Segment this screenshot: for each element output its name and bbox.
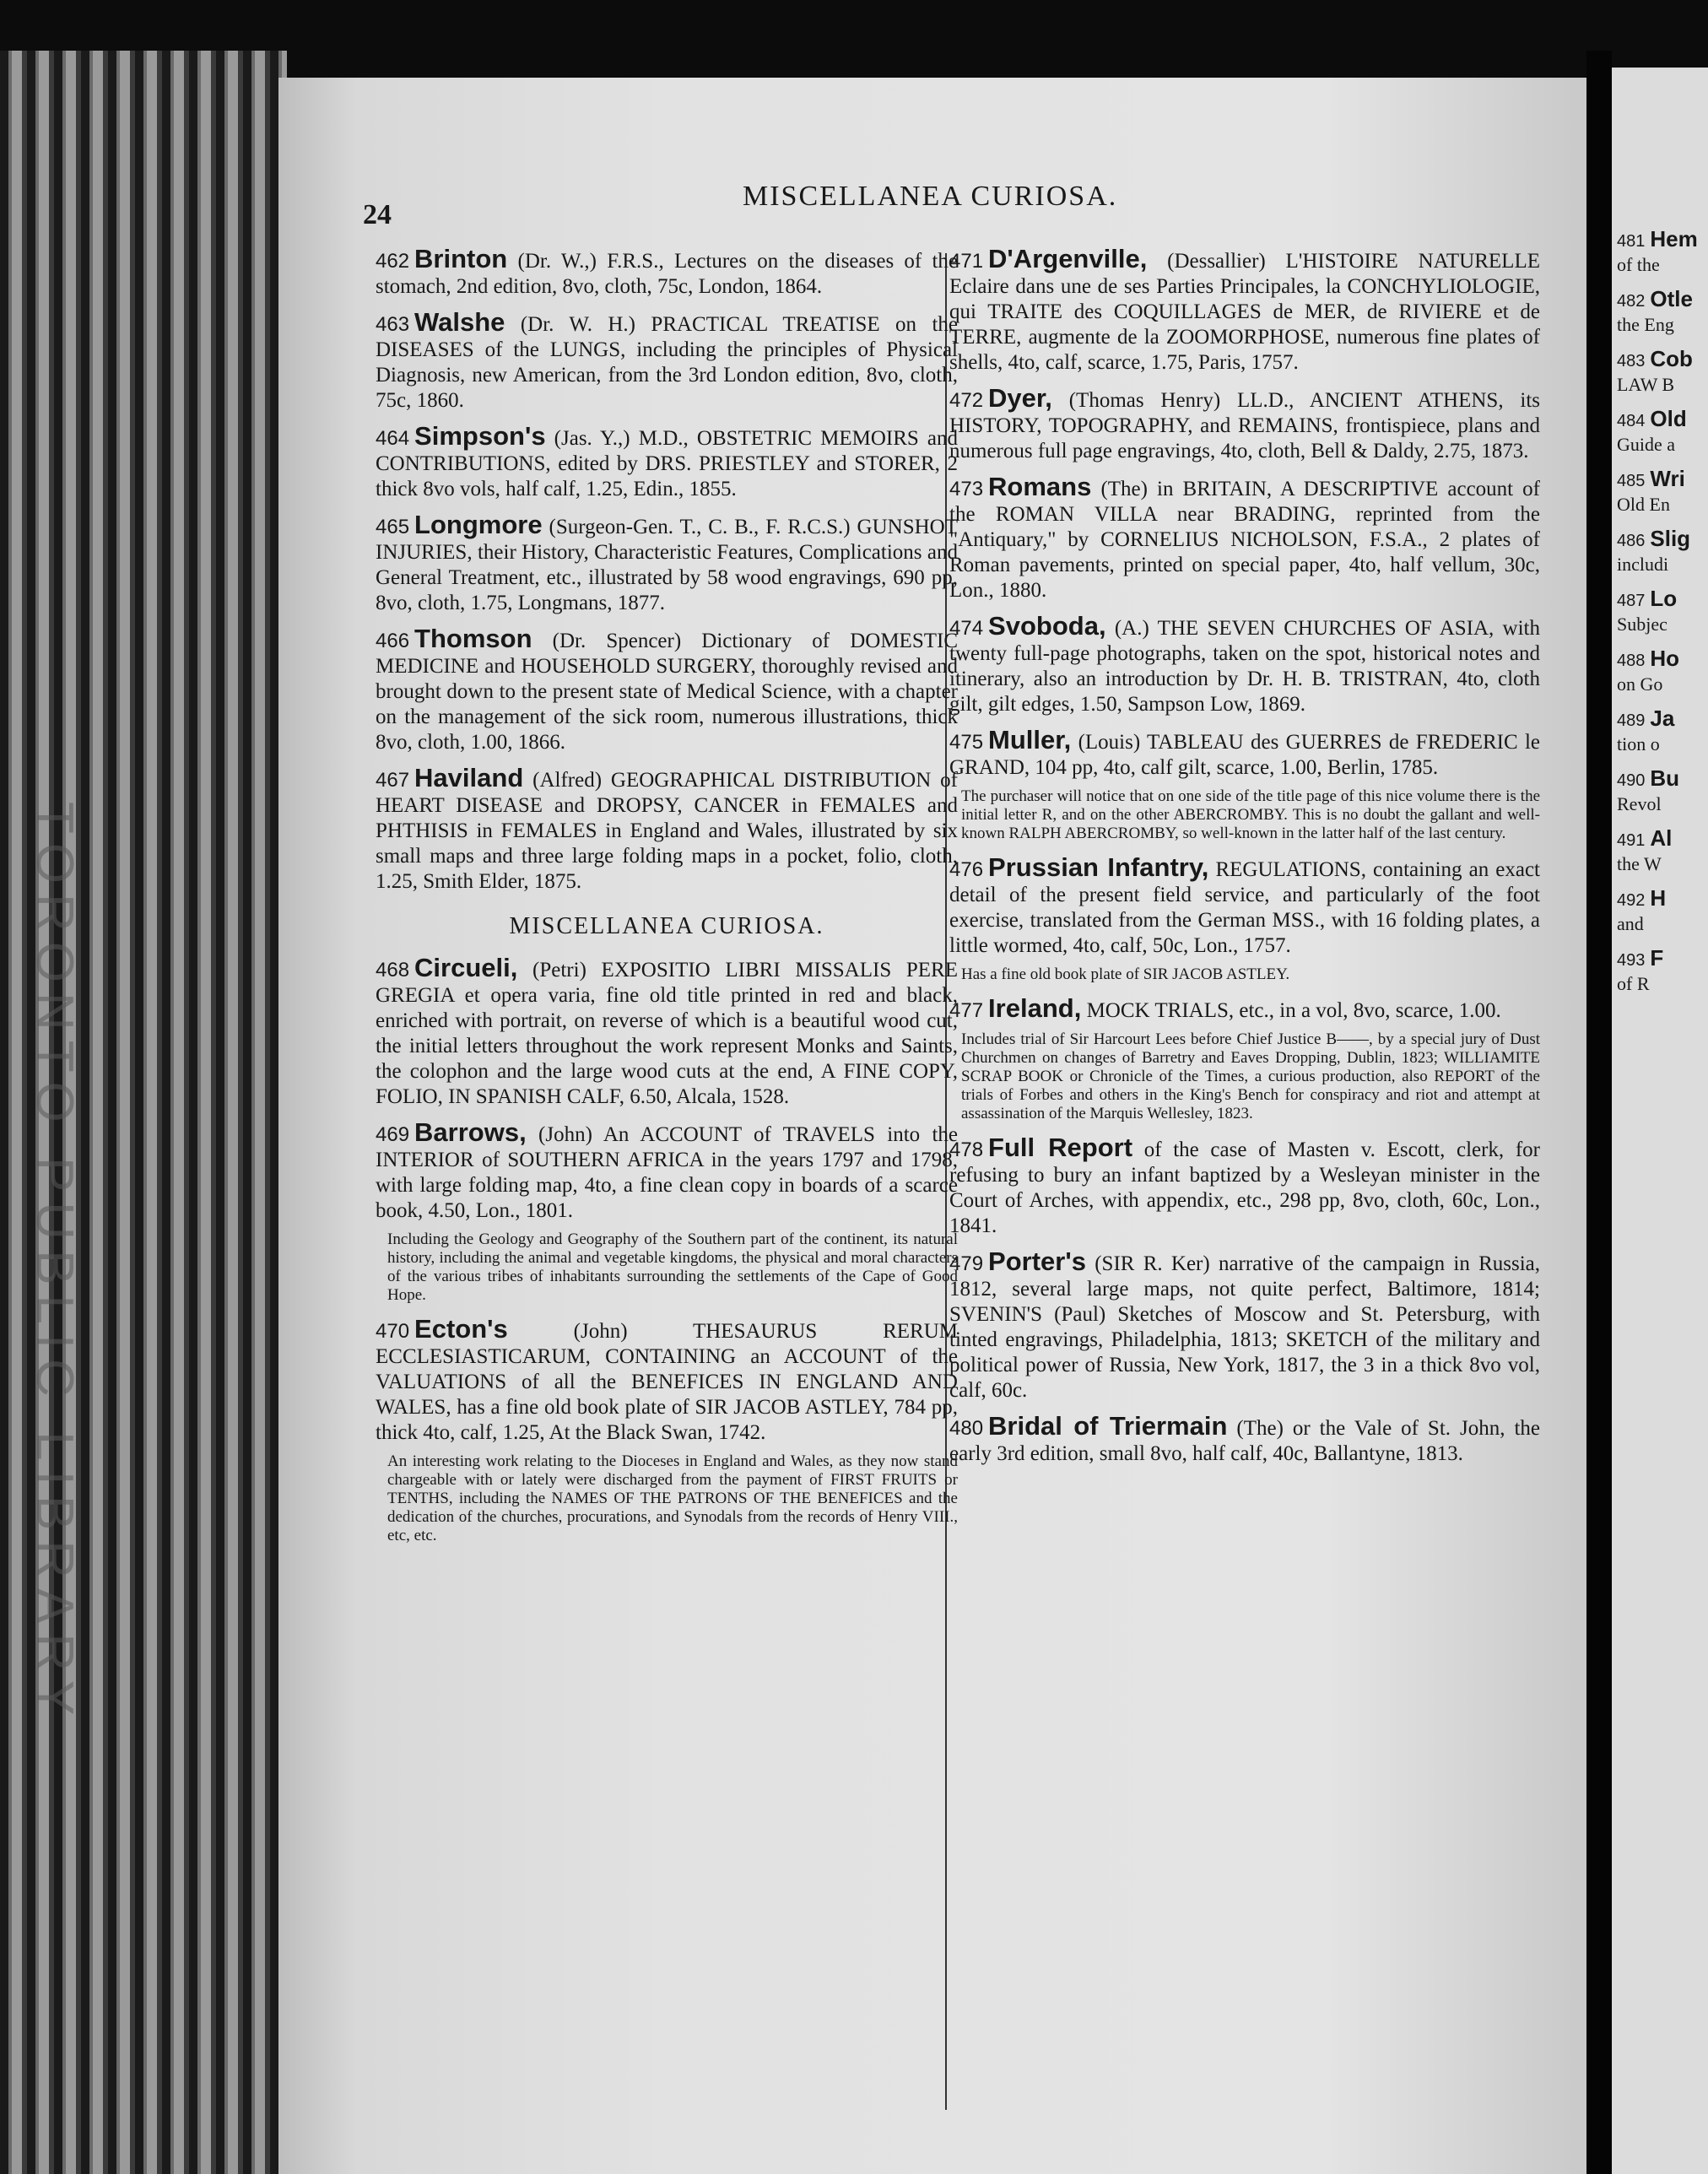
entry-number: 468 <box>376 959 410 982</box>
entry-description: of R <box>1617 973 1650 994</box>
entry-description: the W <box>1617 853 1662 874</box>
facing-entry <box>1612 827 1708 875</box>
right-column <box>949 246 1540 1477</box>
entry-description: (The) or the Vale of St. John, the early 3rd edition, small 8vo, half calf, 40c, Ballantyne, 1813. <box>949 1417 1541 1465</box>
entry-number: 467 <box>376 769 410 792</box>
catalog-entry <box>949 474 1540 603</box>
catalog-entry <box>376 765 958 895</box>
entry-description: LAW B <box>1617 374 1675 395</box>
entry-number: 490 <box>1617 771 1646 790</box>
entry-number: 481 <box>1617 232 1646 251</box>
entry-number: 465 <box>376 516 410 538</box>
entry-number: 479 <box>949 1252 984 1275</box>
entry-description: (John) THESAURUS RERUM ECCLESIASTICARUM, CONTAINING an ACCOUNT of the VALUATIONS of all the BENEFICES IN ENGLAND AND WALES, has a fine old book plate of SIR JACOB ASTLEY, 784 pp, thick 4to, calf, 1.25, At the Black Swan, 1742. <box>376 1320 959 1444</box>
entry-description: MOCK TRIALS, etc., in a vol, 8vo, scarce, 1.00. <box>1086 999 1501 1022</box>
entry-number: 475 <box>949 731 984 754</box>
facing-entry <box>1612 887 1708 935</box>
entry-title: Barrows, <box>414 1117 527 1147</box>
entry-title: Romans <box>988 472 1092 501</box>
entry-title: Simpson's <box>414 421 546 451</box>
entry-number: 474 <box>949 617 984 640</box>
entry-number: 491 <box>1617 831 1646 850</box>
entry-number: 482 <box>1617 292 1646 311</box>
entry-description: (Louis) TABLEAU des GUERRES de FREDERIC le GRAND, 104 pp, 4to, calf gilt, scarce, 1.00, Berlin, 1785. <box>949 731 1541 779</box>
section-heading: MISCELLANEA CURIOSA. <box>509 913 824 939</box>
catalog-entry <box>949 993 1540 1024</box>
entry-description: (SIR R. Ker) narrative of the campaign in Russia, 1812, several large maps, not quite perfect, Baltimore, 1814; SVENIN'S (Paul) Sketches of Moscow and St. Petersburg, with tinted engravings, Philadelphia, 1813; SKETCH of the military and political power of Russia, New York, 1817, the 3 in a thick 8vo vol, calf, 60c. <box>949 1252 1541 1402</box>
left-entries-continued <box>376 955 958 1545</box>
entry-title: Thomson <box>414 624 532 653</box>
entry-title: Hem <box>1650 226 1698 251</box>
facing-entry <box>1612 707 1708 755</box>
entry-number: 472 <box>949 389 984 412</box>
entry-title: Cob <box>1650 346 1693 371</box>
catalog-entry <box>376 421 959 502</box>
entry-description: Subjec <box>1617 614 1667 635</box>
catalog-entry <box>949 1411 1541 1467</box>
entry-title: Svoboda, <box>988 611 1106 641</box>
entry-title: Porter's <box>988 1247 1086 1276</box>
entry-description: Old En <box>1617 494 1670 515</box>
entry-title: Haviland <box>414 763 524 792</box>
entry-description: (Dr. Spencer) Dictionary of DOMESTIC MEDICINE and HOUSEHOLD SURGERY, thoroughly revised and brought down to the present state of Medical Science, with a chapter on the management of the sick room, numerous illustrations, thick 8vo, cloth, 1.00, 1866. <box>376 630 959 754</box>
entry-title: Brinton <box>414 244 508 273</box>
entry-description: includi <box>1617 554 1669 575</box>
entry-number: 471 <box>949 250 984 273</box>
catalog-entry <box>376 1314 959 1446</box>
entry-title: Ja <box>1650 706 1675 731</box>
facing-entry <box>1612 228 1708 276</box>
entry-title: H <box>1650 885 1667 911</box>
entry-number: 466 <box>376 630 410 652</box>
facing-entry <box>1612 468 1708 516</box>
entry-title: Al <box>1650 825 1673 851</box>
entry-number: 485 <box>1617 472 1646 490</box>
entry-title: D'Argenville, <box>988 244 1148 273</box>
facing-page-edge <box>1612 68 1708 2174</box>
entry-title: Otle <box>1650 286 1693 311</box>
entry-number: 476 <box>949 858 984 881</box>
entry-number: 473 <box>949 478 984 500</box>
entry-number: 464 <box>376 427 410 450</box>
entry-number: 483 <box>1617 352 1646 370</box>
running-header: MISCELLANEA CURIOSA. <box>743 181 1118 212</box>
entry-title: Walshe <box>414 307 505 337</box>
entry-number: 469 <box>376 1123 410 1146</box>
entry-note: Including the Geology and Geography of the Southern part of the continent, its natural history, including the animal and vegetable kingdoms, the physical and moral characters of the various tribes of inhabitants surrounding the settlements of the Cape of Good Hope. <box>387 1230 958 1304</box>
catalog-entry <box>949 246 1540 376</box>
entry-title: Ireland, <box>988 993 1082 1023</box>
entry-description: on Go <box>1617 673 1663 695</box>
entry-note: The purchaser will notice that on one side of the title page of this nice volume there is the initial letter R, and on the other ABERCROMBY. This is no doubt the gallant and well-known RALPH ABERCROMBY, so well-known in the latter half of the last century. <box>961 787 1540 842</box>
facing-entry <box>1612 527 1708 576</box>
entry-title: Old <box>1650 406 1687 431</box>
book-gutter <box>1586 51 1612 2174</box>
entry-description: (Petri) EXPOSITIO LIBRI MISSALIS PERE GREGIA et opera varia, fine old title printed in red and black, enriched with portrait, on reverse of which is a beautiful wood cut, the initial letters throughout the work represent Monks and Saints, the colophon and the large wood cuts at the end, A FINE COPY, FOLIO, IN SPANISH CALF, 6.50, Alcala, 1528. <box>376 959 958 1108</box>
entry-title: F <box>1650 945 1664 971</box>
entry-title: Slig <box>1650 526 1691 551</box>
entry-number: 478 <box>949 1138 984 1161</box>
entry-description: (The) in BRITAIN, A DESCRIPTIVE account of the ROMAN VILLA near BRADING, reprinted from the "Antiquary," by CORNELIUS NICHOLSON, F.S.A., 2 plates of Roman pavements, printed on special paper, 4to, half vellum, 30c, Lon., 1880. <box>949 478 1541 602</box>
entry-title: Full Report <box>988 1133 1133 1162</box>
entry-number: 488 <box>1617 652 1646 670</box>
entry-title: Muller, <box>988 725 1072 754</box>
catalog-entry <box>376 955 958 1110</box>
catalog-entry <box>949 727 1540 781</box>
catalog-entry <box>376 246 958 300</box>
entry-description: (Dr. W. H.) PRACTICAL TREATISE on the DISEASES of the LUNGS, including the principles of Physical Diagnosis, new American, from the 3rd London edition, 8vo, cloth, 75c, 1860. <box>376 313 958 412</box>
entry-title: Wri <box>1650 466 1685 491</box>
entry-number: 480 <box>949 1417 984 1440</box>
entry-description: of the <box>1617 254 1660 275</box>
facing-entry <box>1612 348 1708 396</box>
entry-number: 487 <box>1617 592 1646 610</box>
entry-title: Lo <box>1650 586 1678 611</box>
entry-number: 477 <box>949 999 984 1022</box>
facing-entry <box>1612 288 1708 336</box>
entry-title: Prussian Infantry, <box>988 852 1209 882</box>
entry-description: Revol <box>1617 793 1662 814</box>
facing-entry <box>1612 587 1708 635</box>
entry-note: Has a fine old book plate of SIR JACOB ASTLEY. <box>961 965 1290 983</box>
entry-description: (John) An ACCOUNT of TRAVELS into the INTERIOR of SOUTHERN AFRICA in the years 1797 and 1798, with large folding map, 4to, a fine clean copy in boards of a scarce book, 4.50, Lon., 1801. <box>376 1123 958 1222</box>
entry-number: 493 <box>1617 951 1646 970</box>
left-column <box>376 246 958 1557</box>
catalog-entry <box>949 852 1540 959</box>
catalog-entry <box>376 1117 958 1224</box>
catalog-entry <box>949 1135 1540 1239</box>
library-stamp: TORONTO PUBLIC LIBRARY <box>25 802 84 1726</box>
left-entries <box>376 246 958 895</box>
entry-description: (Dr. W.,) F.R.S., Lectures on the diseases of the stomach, 2nd edition, 8vo, cloth, 75c, London, 1864. <box>376 250 959 298</box>
entry-number: 492 <box>1617 891 1646 910</box>
entry-title: Circueli, <box>414 953 518 982</box>
catalog-entry <box>949 1249 1540 1403</box>
entry-description: the Eng <box>1617 314 1674 335</box>
facing-entry <box>1612 767 1708 815</box>
facing-page-entries <box>1612 68 1708 995</box>
entry-description: Guide a <box>1617 434 1676 455</box>
entry-number: 486 <box>1617 532 1646 550</box>
entry-title: Bridal of Triermain <box>988 1411 1228 1441</box>
page-number: 24 <box>363 199 392 230</box>
right-entries <box>949 246 1540 1467</box>
catalog-entry <box>376 307 958 414</box>
facing-entry <box>1612 408 1708 456</box>
entry-title: Dyer, <box>988 383 1052 413</box>
entry-note: An interesting work relating to the Dioceses in England and Wales, as they now stand chargeable with or lately were discharged from the payment of FIRST FRUITS or TENTHS, including the NAMES OF THE PATRONS OF THE BENEFICES and the dedication of the churches, procurations, and Synodals from the records of Henry VIII., etc, etc. <box>387 1452 958 1544</box>
facing-entry <box>1612 647 1708 695</box>
facing-entry <box>1612 947 1708 995</box>
entry-note: Includes trial of Sir Harcourt Lees before Chief Justice B——, by a special jury of Dust Churchmen on changes of Barretry and Eaves Dropping, Dublin, 1823; WILLIAMITE SCRAP BOOK or Chronicle of the Times, a curious production, also REPORT of the trials of Forbes and others in the King's Bench for conspiracy and riot and attempt at assassination of the Marquis Wellesley, 1823. <box>961 1030 1540 1122</box>
entry-description: and <box>1617 913 1644 934</box>
entry-title: Ecton's <box>414 1314 508 1344</box>
entry-title: Ho <box>1650 646 1680 671</box>
entry-description: (Surgeon-Gen. T., C. B., F. R.C.S.) GUNSHOT INJURIES, their History, Characteristic Features, Complications and General Treatment, etc., illustrated by 58 wood engravings, 690 pp, 8vo, cloth, 1.75, Longmans, 1877. <box>376 516 959 614</box>
entry-number: 470 <box>376 1320 410 1343</box>
entry-description: (A.) THE SEVEN CHURCHES OF ASIA, with twenty full-page photographs, taken on the spot, historical notes and itinerary, also an introduction by Dr. H. B. TRISTRAN, 4to, cloth gilt, gilt edges, 1.50, Sampson Low, 1869. <box>949 617 1540 716</box>
entry-description: (Jas. Y.,) M.D., OBSTETRIC MEMOIRS and CONTRIBUTIONS, edited by DRS. PRIESTLEY and STORER, 2 thick 8vo vols, half calf, 1.25, Edin., 1855. <box>376 427 959 500</box>
catalog-entry <box>376 512 958 616</box>
entry-number: 484 <box>1617 412 1646 430</box>
entry-number: 463 <box>376 313 410 336</box>
entry-title: Bu <box>1650 765 1680 791</box>
entry-description: of the case of Masten v. Escott, clerk, for refusing to bury an infant baptized by a Wesleyan minister in the Court of Arches, with appendix, etc., 298 pp, 8vo, cloth, 60c, Lon., 1841. <box>949 1138 1540 1237</box>
entry-number: 489 <box>1617 711 1646 730</box>
catalog-entry <box>949 611 1540 717</box>
catalog-entry <box>376 626 958 755</box>
entry-description: (Alfred) GEOGRAPHICAL DISTRIBUTION of HEART DISEASE and DROPSY, CANCER in FEMALES and PHTHISIS in FEMALES in England and Wales, illustrated by six small maps and three large folding maps in a pocket, folio, cloth, 1.25, Smith Elder, 1875. <box>376 769 958 893</box>
entry-description: (Thomas Henry) LL.D., ANCIENT ATHENS, its HISTORY, TOPOGRAPHY, and REMAINS, frontispiece, plans and numerous full page engravings, 4to, cloth, Bell & Daldy, 2.75, 1873. <box>949 389 1541 462</box>
entry-description: REGULATIONS, containing an exact detail of the present field service, and particularly of the foot exercise, translated from the German MSS., with 16 folding plates, a little wormed, 4to, calf, 50c, Lon., 1757. <box>949 858 1540 957</box>
entry-title: Longmore <box>414 510 543 539</box>
catalog-entry <box>949 383 1541 464</box>
entry-description: tion o <box>1617 733 1660 754</box>
entry-description: (Dessallier) L'HISTOIRE NATURELLE Eclaire dans une de ses Parties Principales, la CONCHYLIOLOGIE, qui TRAITE des COQUILLAGES de MER, de RIVIERE et de TERRE, augmente de la ZOOMORPHOSE, numerous fine plates of shells, 4to, calf, scarce, 1.75, Paris, 1757. <box>949 250 1540 374</box>
entry-number: 462 <box>376 250 410 273</box>
